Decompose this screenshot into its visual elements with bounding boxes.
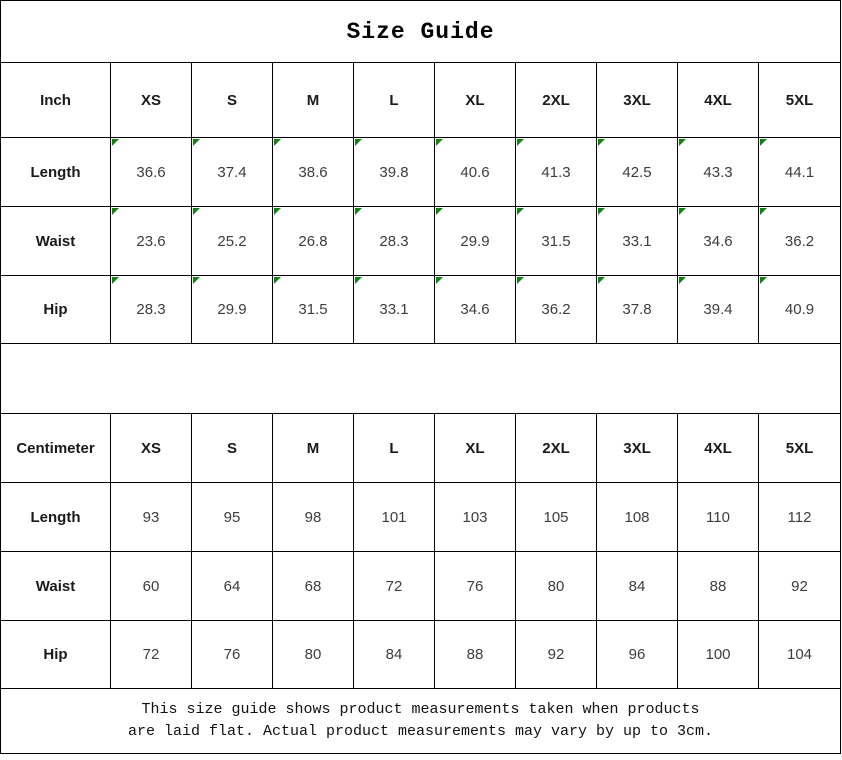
- cell-flag-icon: [112, 277, 119, 284]
- table-cell: [354, 276, 435, 344]
- table-cell: 68: [273, 552, 354, 621]
- table-cell: [678, 276, 759, 344]
- cell-flag-icon: [679, 208, 686, 215]
- row-label-length-cm: Length: [1, 483, 111, 552]
- cell-flag-icon: [436, 208, 443, 215]
- table-cell: [597, 207, 678, 276]
- table-cell: [759, 276, 840, 344]
- cell-flag-icon: [274, 277, 281, 284]
- cell-flag-icon: [679, 277, 686, 284]
- cell-value: 29.9: [460, 232, 490, 250]
- cell-value: 36.6: [136, 163, 166, 181]
- cm-unit-header: Centimeter: [1, 414, 111, 483]
- table-cell: 84: [597, 552, 678, 621]
- table-cell: [678, 138, 759, 207]
- cell-flag-icon: [679, 139, 686, 146]
- table-cell: 76: [192, 621, 273, 689]
- table-cell: 72: [111, 621, 192, 689]
- size-header-4xl: 4XL: [678, 414, 759, 483]
- cell-flag-icon: [355, 208, 362, 215]
- row-label-hip-inch: Hip: [1, 276, 111, 344]
- table-cell: [597, 276, 678, 344]
- row-label-waist-inch: Waist: [1, 207, 111, 276]
- cell-flag-icon: [598, 208, 605, 215]
- cell-flag-icon: [517, 139, 524, 146]
- cell-value: 31.5: [541, 232, 571, 250]
- table-cell: [192, 207, 273, 276]
- cell-flag-icon: [193, 277, 200, 284]
- size-header-xl: XL: [435, 414, 516, 483]
- size-header-m: M: [273, 63, 354, 138]
- cell-flag-icon: [436, 139, 443, 146]
- table-cell: 110: [678, 483, 759, 552]
- cell-value: 29.9: [217, 301, 247, 318]
- table-cell: 92: [516, 621, 597, 689]
- cell-value: 33.1: [379, 301, 409, 318]
- size-header-xl: XL: [435, 63, 516, 138]
- cell-value: 23.6: [136, 232, 166, 250]
- cell-value: 36.2: [541, 301, 571, 318]
- cell-value: 26.8: [298, 232, 328, 250]
- size-header-5xl: 5XL: [759, 63, 840, 138]
- size-header-s: S: [192, 63, 273, 138]
- cell-flag-icon: [598, 139, 605, 146]
- page-title: Size Guide: [1, 1, 840, 63]
- size-header-xs: XS: [111, 414, 192, 483]
- table-cell: 95: [192, 483, 273, 552]
- table-cell: [435, 138, 516, 207]
- size-header-2xl: 2XL: [516, 414, 597, 483]
- cell-value: 28.3: [136, 301, 166, 318]
- table-cell: 88: [678, 552, 759, 621]
- cell-value: 40.9: [784, 301, 815, 318]
- cell-flag-icon: [112, 208, 119, 215]
- table-cell: [435, 207, 516, 276]
- table-cell: [516, 207, 597, 276]
- footer-note: [1, 689, 840, 753]
- table-cell: [354, 207, 435, 276]
- table-cell: [273, 276, 354, 344]
- table-cell: 105: [516, 483, 597, 552]
- table-cell: 98: [273, 483, 354, 552]
- table-cell: 72: [354, 552, 435, 621]
- table-cell: [759, 138, 840, 207]
- table-cell: 103: [435, 483, 516, 552]
- footer-note-line1: This size guide shows product measurements taken when products: [141, 701, 700, 718]
- size-header-3xl: 3XL: [597, 63, 678, 138]
- table-cell: [516, 138, 597, 207]
- footer-note-line2: are laid flat. Actual product measurements may vary by up to 3cm.: [127, 723, 714, 740]
- cell-flag-icon: [760, 277, 767, 284]
- cell-value: 43.3: [703, 163, 733, 181]
- table-cell: 93: [111, 483, 192, 552]
- cell-flag-icon: [274, 208, 281, 215]
- table-cell: 101: [354, 483, 435, 552]
- cell-value: 37.8: [622, 301, 652, 318]
- table-cell: 60: [111, 552, 192, 621]
- row-label-waist-cm: Waist: [1, 552, 111, 621]
- table-cell: 76: [435, 552, 516, 621]
- size-header-2xl: 2XL: [516, 63, 597, 138]
- cell-value: 38.6: [298, 163, 328, 181]
- table-cell: 112: [759, 483, 840, 552]
- cell-flag-icon: [517, 208, 524, 215]
- size-header-l: L: [354, 63, 435, 138]
- size-header-5xl: 5XL: [759, 414, 840, 483]
- table-cell: 96: [597, 621, 678, 689]
- row-label-hip-cm: Hip: [1, 621, 111, 689]
- table-cell: 84: [354, 621, 435, 689]
- cell-value: 40.6: [460, 163, 490, 181]
- table-cell: [516, 276, 597, 344]
- table-cell: [759, 207, 840, 276]
- cell-value: 25.2: [217, 232, 247, 250]
- cell-value: 28.3: [379, 232, 409, 250]
- table-cell: 104: [759, 621, 840, 689]
- cell-flag-icon: [436, 277, 443, 284]
- cell-flag-icon: [274, 139, 281, 146]
- size-header-m: M: [273, 414, 354, 483]
- table-cell: 80: [516, 552, 597, 621]
- cell-flag-icon: [193, 208, 200, 215]
- cell-value: 31.5: [298, 301, 328, 318]
- cell-flag-icon: [598, 277, 605, 284]
- cell-flag-icon: [760, 208, 767, 215]
- table-cell: [192, 276, 273, 344]
- size-header-xs: XS: [111, 63, 192, 138]
- table-cell: 88: [435, 621, 516, 689]
- size-header-s: S: [192, 414, 273, 483]
- cell-flag-icon: [517, 277, 524, 284]
- table-cell: [435, 276, 516, 344]
- table-cell: 108: [597, 483, 678, 552]
- cell-value: 39.8: [379, 163, 409, 181]
- table-cell: [273, 138, 354, 207]
- table-cell: 92: [759, 552, 840, 621]
- cell-value: 34.6: [460, 301, 490, 318]
- cell-value: 34.6: [703, 232, 733, 250]
- row-label-length-inch: Length: [1, 138, 111, 207]
- table-cell: [354, 138, 435, 207]
- table-cell: [678, 207, 759, 276]
- size-header-l: L: [354, 414, 435, 483]
- table-cell: 80: [273, 621, 354, 689]
- cell-flag-icon: [355, 139, 362, 146]
- inch-unit-header: Inch: [1, 63, 111, 138]
- table-cell: [111, 207, 192, 276]
- table-cell: [111, 138, 192, 207]
- cell-value: 33.1: [622, 232, 652, 250]
- size-header-4xl: 4XL: [678, 63, 759, 138]
- table-cell: [597, 138, 678, 207]
- table-cell: [192, 138, 273, 207]
- table-cell: 64: [192, 552, 273, 621]
- cell-value: 39.4: [703, 301, 733, 318]
- cell-value: 41.3: [541, 163, 571, 181]
- cell-value: 42.5: [622, 163, 652, 181]
- cell-value: 36.2: [784, 232, 815, 250]
- size-header-3xl: 3XL: [597, 414, 678, 483]
- cell-value: 44.1: [784, 163, 815, 181]
- cell-flag-icon: [760, 139, 767, 146]
- cell-flag-icon: [112, 139, 119, 146]
- table-cell: 100: [678, 621, 759, 689]
- cell-value: 37.4: [217, 163, 247, 181]
- cell-flag-icon: [193, 139, 200, 146]
- table-cell: [111, 276, 192, 344]
- spacer-row: [1, 344, 840, 414]
- cell-flag-icon: [355, 277, 362, 284]
- table-cell: [273, 207, 354, 276]
